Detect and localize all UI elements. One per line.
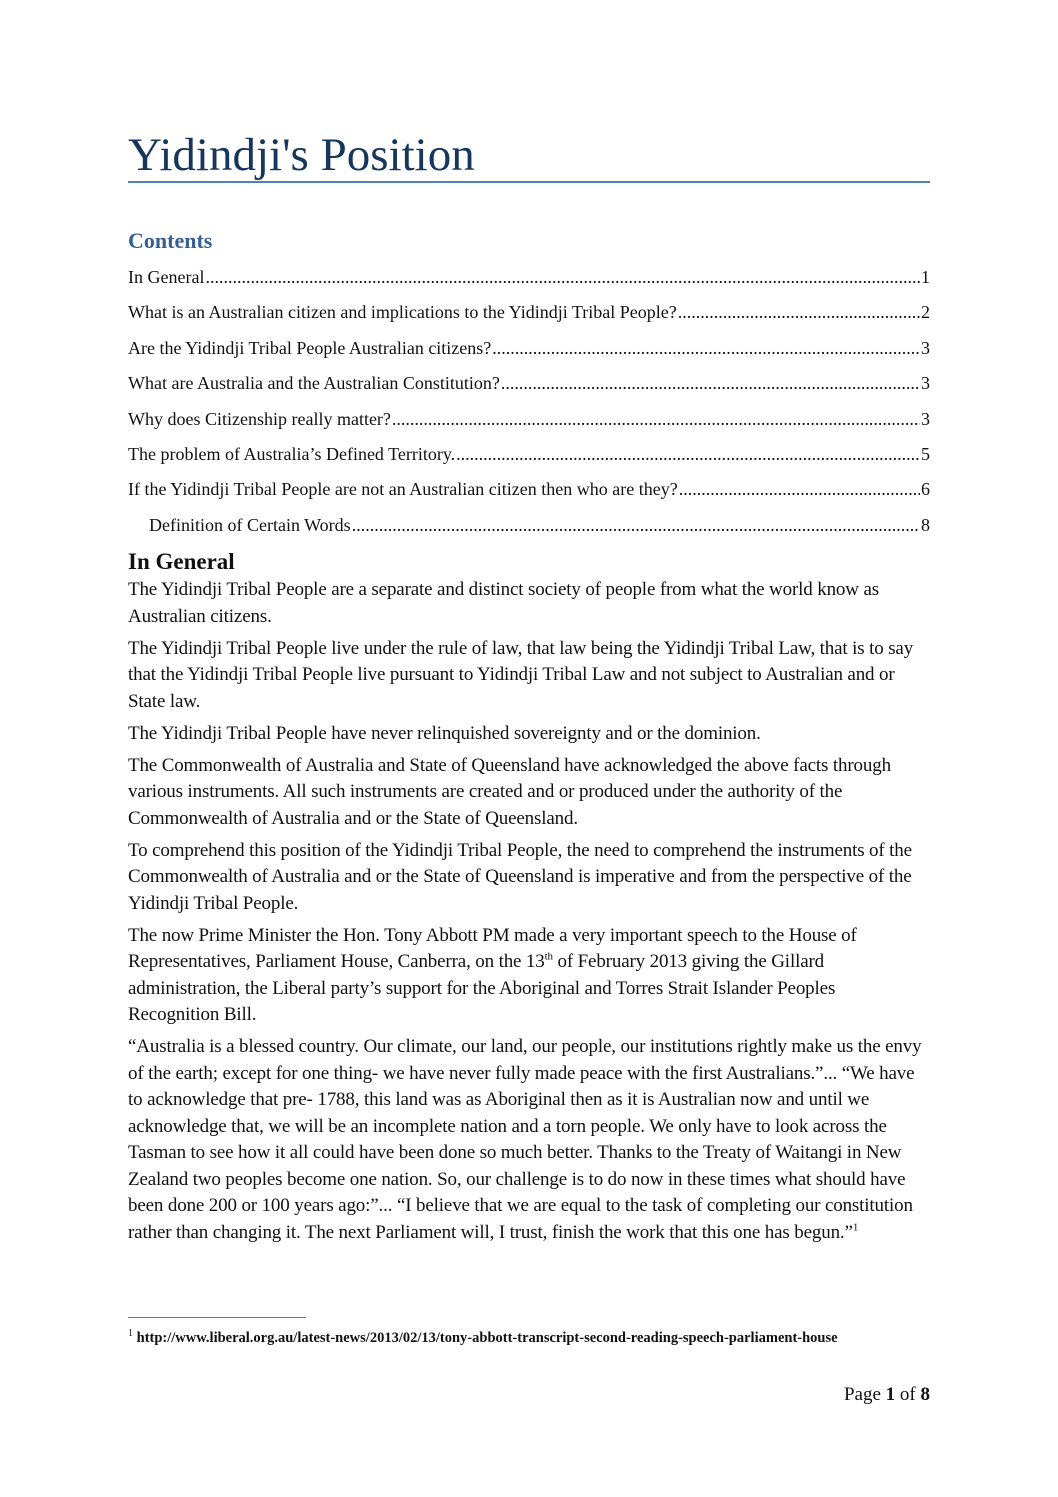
toc-page-number: 6 (921, 479, 930, 500)
toc-leader-dots (352, 510, 920, 540)
page-title: Yidindji's Position (128, 129, 475, 181)
current-page: 1 (885, 1384, 896, 1405)
toc-leader-dots (456, 439, 920, 469)
paragraph: To comprehend this position of the Yidindji Tribal People, the need to comprehend the instruments of the Commonwealth of Australia and or the State of Queensland is imperative and from the perspective of the Yidindji Tribal People. (128, 839, 912, 914)
toc-heading: Contents (128, 228, 213, 253)
footnote (128, 1328, 918, 1349)
toc-entry-label: Are the Yidindji Tribal People Australian citizens? (128, 337, 492, 358)
toc-entry-label: Why does Citizenship really matter? (128, 408, 391, 429)
footnote-link[interactable]: http://www.liberal.org.au/latest-news/2013/02/13/tony-abbott-transcript-second-reading-speech-parliament-house (136, 1330, 838, 1346)
paragraph: The Commonwealth of Australia and State of Queensland have acknowledged the above facts through various instruments. All such instruments are created and or produced under the authority of the Commonwealth of Australia and or the State of Queensland. (128, 754, 891, 829)
toc-leader-dots (679, 474, 920, 504)
quote-paragraph (128, 1034, 930, 1246)
document-page (128, 0, 930, 1497)
toc-leader-dots (501, 368, 920, 398)
toc-leader-dots (678, 297, 920, 327)
footnote-reference[interactable]: 1 (852, 1221, 859, 1234)
toc-entry-label: The problem of Australia’s Defined Territory. (128, 443, 456, 464)
section-body (128, 577, 930, 1252)
paragraph: The Yidindji Tribal People live under the rule of law, that law being the Yidindji Tribal Law, that is to say that the Yidindji Tribal People live pursuant to Yidindji Tribal Law and not subject to Australian and or State law. (128, 637, 914, 712)
footnote-separator (128, 1317, 306, 1318)
toc-page-number: 1 (921, 267, 930, 287)
toc-entry-label: What is an Australian citizen and implications to the Yidindji Tribal People? (128, 302, 677, 323)
toc-leader-dots (392, 404, 920, 434)
toc-entry-constitution[interactable] (128, 368, 930, 403)
title-underline (128, 181, 930, 183)
quote-text: “Australia is a blessed country. Our climate, our land, our people, our institutions rightly make us the envy of the earth; except for one thing- we have never fully made peace with the first Australians.”... “We have to acknowledge that pre- 1788, this land was as Aboriginal then as it is Australian now and until we acknowledge that, we will be an incomplete nation and a torn people. We only have to look across the Tasman to see how it all could have been done so much better. Thanks to the Treaty of Waitangi in New Zealand two peoples become one nation. So, our challenge is to do now in these times what should have been done 200 or 100 years ago:”... “I believe that we are equal to the task of completing our constitution rather than changing it. The next Parliament will, I trust, finish the work that this one has begun.” (128, 1036, 922, 1243)
toc-page-number: 3 (921, 408, 930, 429)
toc-entry-in-general[interactable] (128, 262, 930, 297)
toc-entry-label: Definition of Certain Words (149, 514, 351, 535)
paragraph: The Yidindji Tribal People are a separate and distinct society of people from what the world know as Australian citizens. (128, 579, 879, 627)
page-label: Page (843, 1384, 886, 1405)
toc-page-number: 8 (921, 514, 930, 535)
toc-entry-label: In General (128, 267, 205, 287)
paragraph-text: The now Prime Minister the Hon. Tony Abbott PM made a very important speech to the House of Representatives, Parliament House, Canberra, on the 13 (128, 924, 857, 972)
toc-entry-citizenship-matter[interactable] (128, 404, 930, 439)
toc-page-number: 5 (921, 443, 930, 464)
toc-entry-who-are-they[interactable] (128, 474, 930, 509)
toc-leader-dots (205, 262, 920, 292)
toc-entry-australian-citizen[interactable] (128, 297, 930, 332)
toc-entry-label: If the Yidindji Tribal People are not an Australian citizen then who are they? (128, 479, 678, 500)
toc-entry-are-citizens[interactable] (128, 333, 930, 368)
toc-page-number: 3 (921, 337, 930, 358)
page-number-footer (844, 1382, 930, 1408)
paragraph-text: of February 2013 giving the Gillard administration, the Liberal party’s support for the Aboriginal and Torres Strait Islander Peoples Recognition Bill. (128, 951, 836, 1025)
toc-entry-defined-territory[interactable] (128, 439, 930, 474)
ordinal-suffix: th (544, 950, 553, 963)
paragraph: The Yidindji Tribal People have never relinquished sovereignty and or the dominion. (128, 722, 761, 744)
section-heading-in-general: In General (128, 549, 235, 574)
total-pages: 8 (920, 1384, 930, 1405)
toc-entry-label: What are Australia and the Australian Constitution? (128, 373, 500, 394)
toc-page-number: 2 (921, 302, 930, 323)
toc-leader-dots (492, 333, 920, 363)
page-of-label: of (895, 1384, 921, 1405)
toc-page-number: 3 (921, 373, 930, 394)
footnote-marker: 1 (128, 1328, 133, 1340)
table-of-contents (128, 262, 930, 545)
toc-entry-definitions[interactable] (128, 510, 930, 545)
paragraph (128, 923, 930, 1029)
